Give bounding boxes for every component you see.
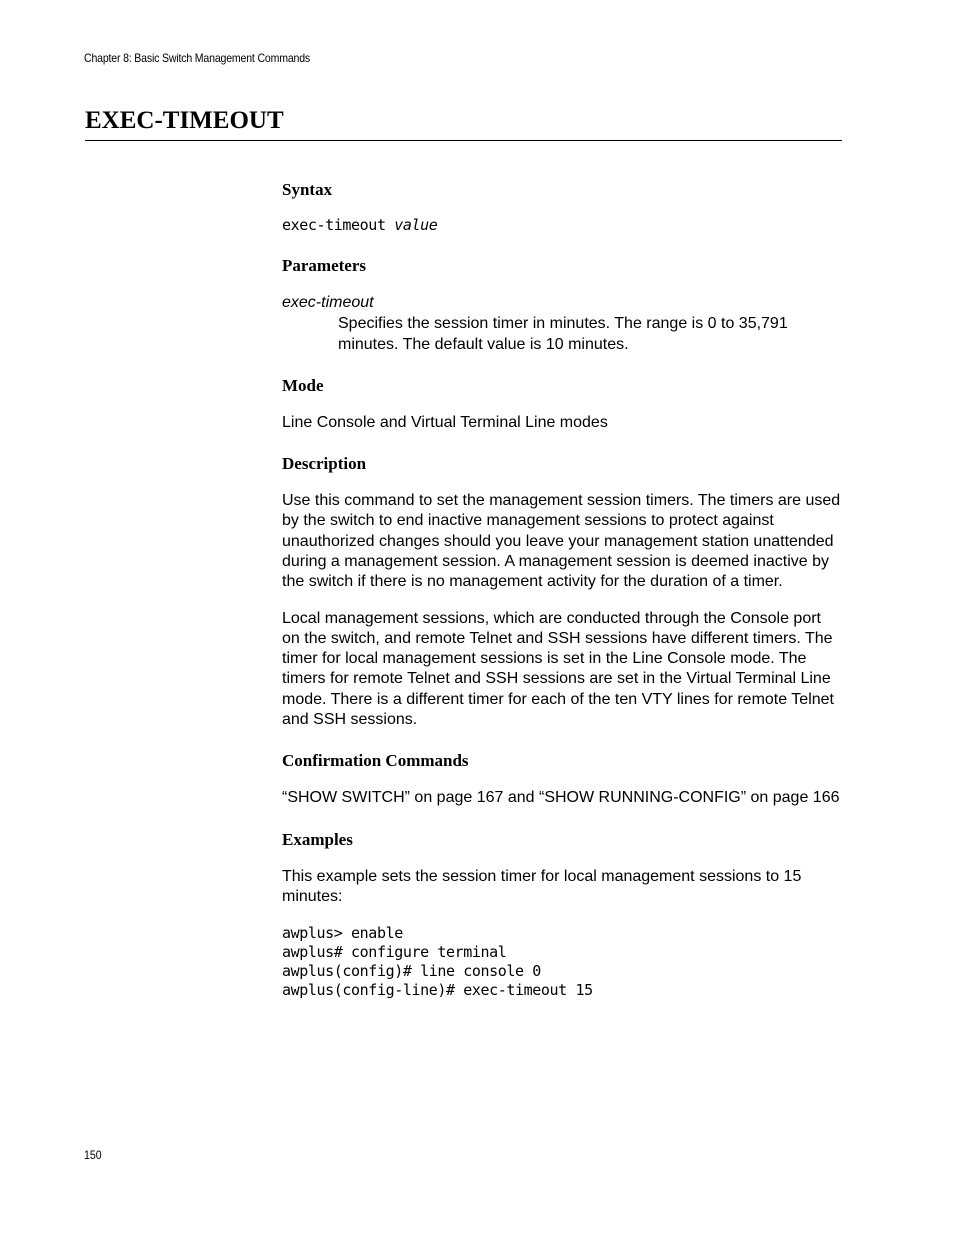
description-paragraph-1: Use this command to set the management session timers. The timers are used by the switch to end inactive management sessions to protect against unauthorized changes should you leave your management station unattended during a management session. A management session is deemed inactive by the switch if there is no management activity for the duration of a timer. bbox=[282, 492, 841, 591]
syntax-code bbox=[282, 216, 842, 235]
parameter-description: Specifies the session timer in minutes. The range is 0 to 35,791 minutes. The default value is 10 minutes. bbox=[338, 314, 788, 353]
example-code-line: awplus(config)# line console 0 bbox=[282, 961, 541, 980]
example-code-line: awplus(config-line)# exec-timeout 15 bbox=[282, 980, 593, 999]
confirmation-heading: Confirmation Commands bbox=[282, 751, 469, 771]
page-title: EXEC-TIMEOUT bbox=[85, 107, 284, 134]
page-number: 150 bbox=[84, 1148, 102, 1162]
description-section bbox=[282, 453, 842, 730]
examples-heading: Examples bbox=[282, 829, 353, 849]
example-code-block bbox=[282, 924, 842, 999]
parameter-term: exec-timeout bbox=[282, 293, 374, 311]
example-code-line: awplus> enable bbox=[282, 924, 403, 943]
description-heading: Description bbox=[282, 454, 367, 474]
examples-text: This example sets the session timer for local management sessions to 15 minutes: bbox=[282, 867, 802, 905]
parameters-heading: Parameters bbox=[282, 255, 367, 275]
mode-section bbox=[282, 375, 842, 433]
confirmation-section bbox=[282, 750, 842, 808]
running-head: Chapter 8: Basic Switch Management Commands bbox=[84, 51, 311, 65]
description-paragraph-2: Local management sessions, which are conducted through the Console port on the switch, and remote Telnet and SSH sessions have different timers. The timer for local management sessions is set in the Line Console mode. The timers for remote Telnet and SSH sessions are set in the Virtual Terminal Line mode. There is a different timer for each of the ten VTY lines for remote Telnet and SSH sessions. bbox=[282, 609, 834, 729]
syntax-section bbox=[282, 179, 842, 235]
example-code-line: awplus# configure terminal bbox=[282, 943, 507, 962]
mode-heading: Mode bbox=[282, 375, 324, 395]
syntax-heading: Syntax bbox=[282, 180, 333, 199]
examples-section bbox=[282, 829, 842, 1000]
title-rule bbox=[85, 140, 842, 141]
main-content bbox=[282, 179, 842, 999]
parameters-section bbox=[282, 255, 842, 355]
syntax-argument: value bbox=[394, 216, 438, 234]
mode-text: Line Console and Virtual Terminal Line modes bbox=[282, 413, 608, 431]
syntax-command: exec-timeout bbox=[282, 216, 395, 234]
confirmation-text: “SHOW SWITCH” on page 167 and “SHOW RUNNING-CONFIG” on page 166 bbox=[282, 789, 840, 807]
